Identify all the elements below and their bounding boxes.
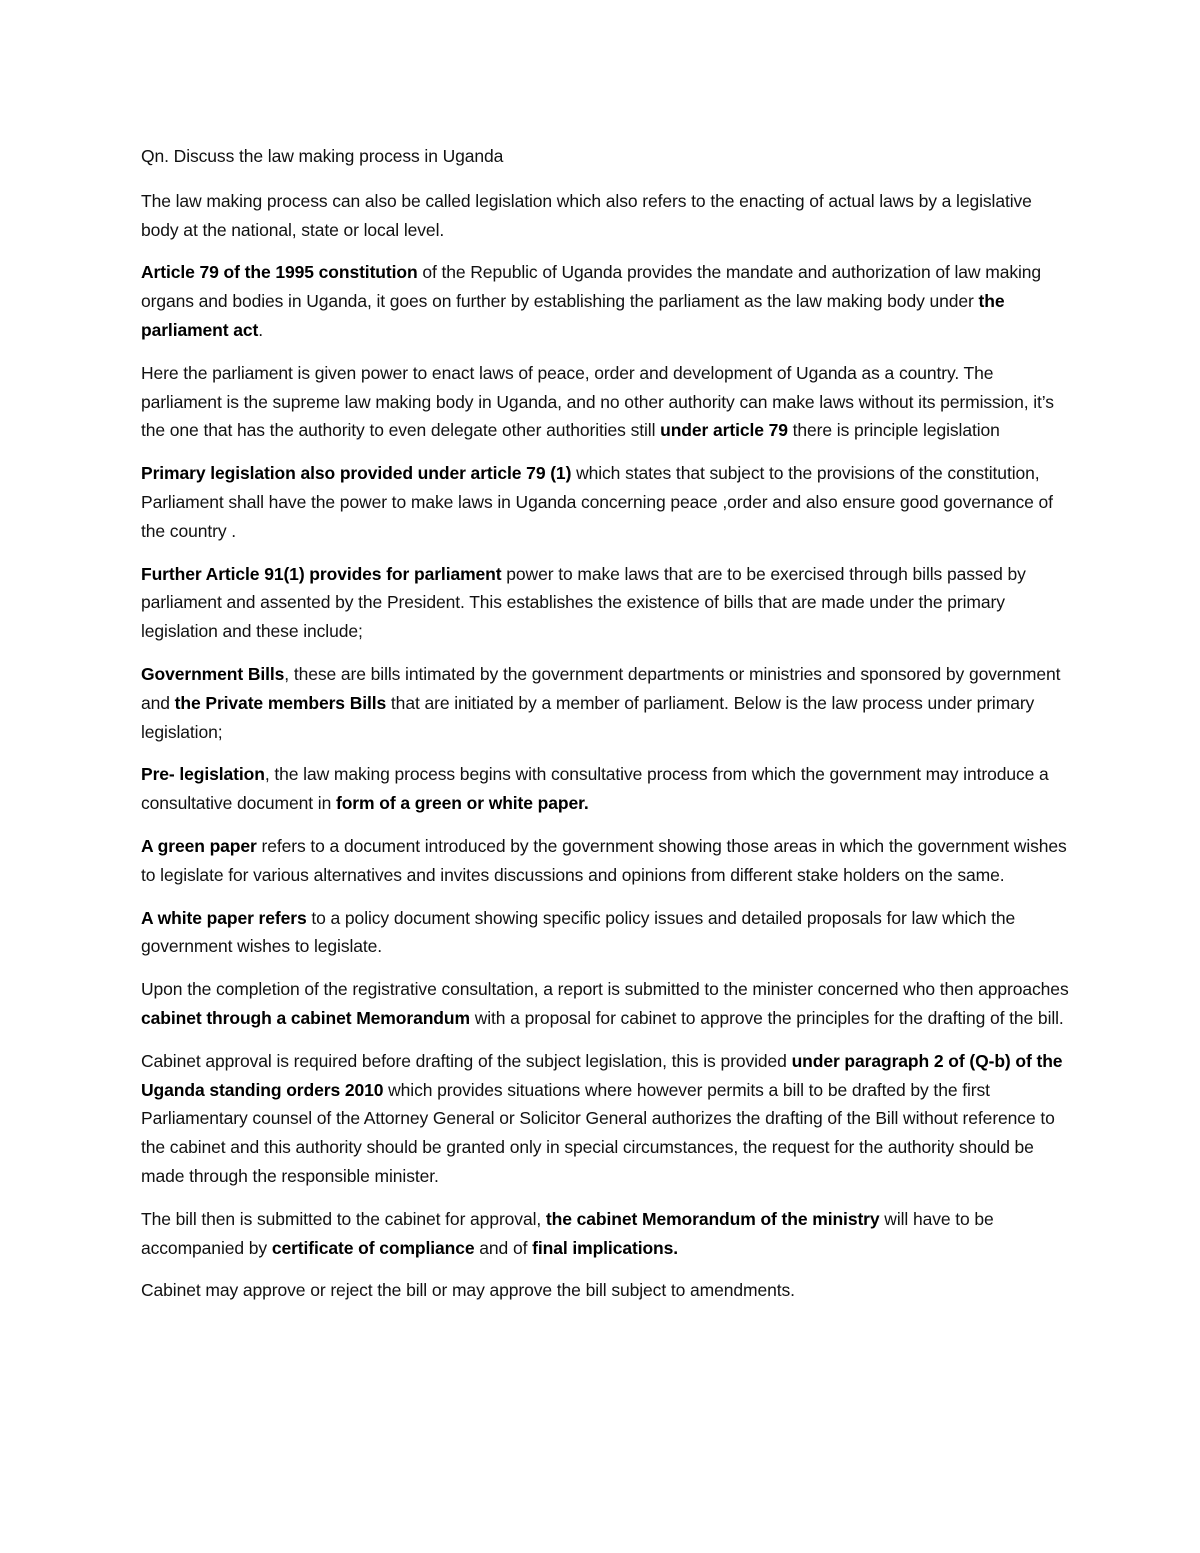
paragraph	[141, 904, 1071, 962]
paragraph	[141, 760, 1071, 818]
body-text: , these are bills intimated by the government departments or ministries and sponsored by government and	[141, 663, 1061, 713]
paragraph	[141, 459, 1071, 545]
paragraph	[141, 832, 1071, 890]
bold-text: cabinet through a cabinet Memorandum	[141, 1007, 470, 1028]
paragraph	[141, 1276, 1071, 1305]
body-text: will have to be accompanied by	[141, 1208, 994, 1258]
body-text: .	[258, 319, 264, 340]
body-text: which provides situations where however permits a bill to be drafted by the first Parliamentary counsel of the Attorney General or Solicitor General authorizes the drafting of the Bill without reference to the cabinet and this authority should be granted only in special circumstances, the request for the authority should be made through the responsible minister.	[141, 1079, 1055, 1186]
document-page	[141, 142, 1071, 1319]
bold-text: under article 79	[660, 420, 788, 441]
paragraph	[141, 258, 1071, 344]
body-text: and of	[474, 1237, 533, 1258]
body-text: Cabinet may approve or reject the bill or may approve the bill subject to amendments.	[141, 1280, 795, 1301]
paragraph	[141, 1047, 1071, 1191]
bold-text: A white paper refers	[141, 907, 307, 928]
paragraph	[141, 660, 1071, 746]
bold-text: the parliament act	[141, 291, 1005, 340]
bold-text: Further Article 91(1) provides for parliament	[141, 563, 502, 584]
body-text: that are initiated by a member of parliament. Below is the law process under primary legislation;	[141, 692, 1035, 742]
bold-text: Primary legislation also provided under article 79 (1)	[141, 463, 572, 484]
document-body	[141, 187, 1071, 1305]
body-text: The law making process can also be called legislation which also refers to the enacting of actual laws by a legislative body at the national, state or local level.	[141, 190, 1032, 240]
body-text: which states that subject to the provisions of the constitution, Parliament shall have the power to make laws in Uganda concerning peace ,order and also ensure good governance of the country .	[141, 463, 1053, 541]
bold-text: form of a green or white paper.	[335, 793, 589, 814]
paragraph	[141, 975, 1071, 1033]
paragraph	[141, 1205, 1071, 1263]
bold-text: the cabinet Memorandum of the ministry	[545, 1208, 880, 1229]
bold-text: Pre- legislation	[141, 764, 265, 785]
paragraph	[141, 187, 1071, 245]
bold-text: under paragraph 2 of (Q-b) of the Uganda standing orders 2010	[141, 1050, 1063, 1100]
body-text: The bill then is submitted to the cabinet for approval,	[141, 1208, 546, 1229]
paragraph	[141, 560, 1071, 646]
body-text: power to make laws that are to be exercised through bills passed by parliament and assented by the President. This establishes the existence of bills that are made under the primary legislation and these include;	[141, 563, 1026, 642]
bold-text: final implications.	[532, 1237, 679, 1258]
body-text: Upon the completion of the registrative consultation, a report is submitted to the minister concerned who then approaches	[141, 979, 1069, 1000]
body-text: refers to a document introduced by the government showing those areas in which the government wishes to legislate for various alternatives and invites discussions and opinions from different stake holders on the same.	[141, 835, 1067, 885]
question-heading: Qn. Discuss the law making process in Uganda	[141, 146, 504, 166]
body-text: Cabinet approval is required before drafting of the subject legislation, this is provided	[141, 1050, 792, 1071]
body-text: , the law making process begins with consultative process from which the government may introduce a consultative document in	[141, 764, 1049, 814]
body-text: to a policy document showing specific policy issues and detailed proposals for law which the government wishes to legislate.	[141, 907, 1016, 957]
bold-text: Article 79 of the 1995 constitution	[141, 262, 418, 283]
body-text: there is principle legislation	[787, 420, 1000, 441]
bold-text: certificate of compliance	[271, 1237, 475, 1258]
bold-text: A green paper	[141, 835, 257, 856]
paragraph	[141, 359, 1071, 445]
bold-text: the Private members Bills	[174, 692, 387, 713]
body-text: with a proposal for cabinet to approve the principles for the drafting of the bill.	[469, 1007, 1064, 1028]
body-text: of the Republic of Uganda provides the mandate and authorization of law making organs and bodies in Uganda, it goes on further by establishing the parliament as the law making body under	[141, 262, 1042, 312]
body-text: Here the parliament is given power to enact laws of peace, order and development of Uganda as a country. The parliament is the supreme law making body in Uganda, and no other authority can make laws without its permission, it’s the one that has the authority to even delegate other authorities still	[141, 362, 1054, 441]
bold-text: Government Bills	[141, 663, 285, 684]
